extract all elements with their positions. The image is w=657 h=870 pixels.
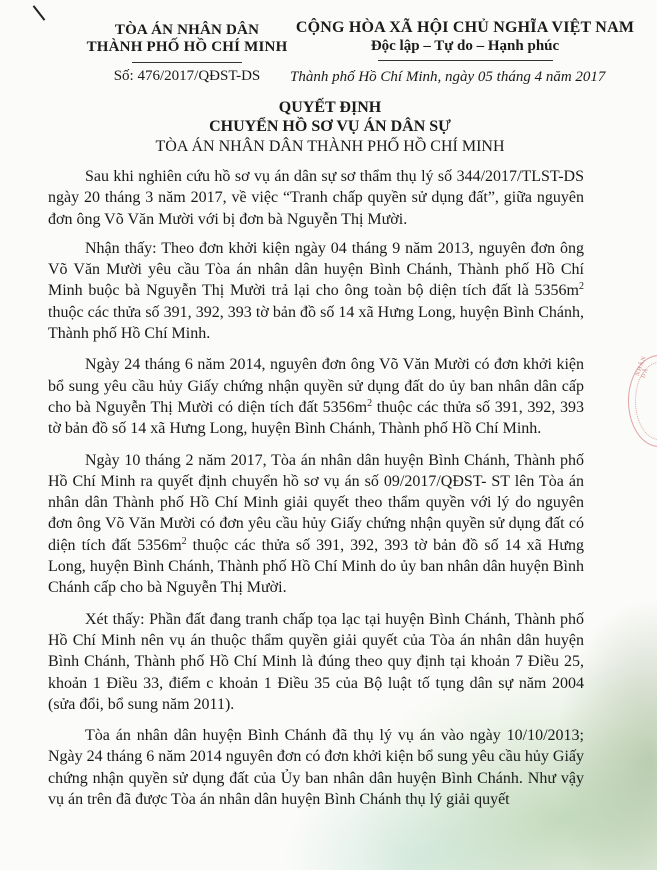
- paragraph-text: thuộc các thửa số 391, 392, 393 tờ bản đồ số 14 xã Hưng Long, huyện Bình Chánh, Thành phố Hồ Chí Minh.: [48, 303, 584, 343]
- paragraph-text: thuộc các thửa số 391, 392, 393 tờ bản đồ số 14 xã Hưng Long, huyện Bình Chánh, Thành phố Hồ Chí Minh do ủy ban nhân dân huyện Bình Chánh cấp cho bà Nguyễn Thị Mười.: [48, 536, 585, 597]
- paragraph-intro: Sau khi nghiên cứu hồ sơ vụ án dân sự sơ thẩm thụ lý số 344/2017/TLST-DS ngày 20 tháng 3 năm 2017, về việc “Tranh chấp quyền sử dụng đất”, giữa nguyên đơn ông Võ Văn Mười với bị đơn bà Nguyễn Thị Mười.: [48, 168, 584, 228]
- paragraph-text: Nhận thấy: Theo đơn khởi kiện ngày 04 tháng 9 năm 2013, nguyên đơn ông Võ Văn Mười yêu cầu Tòa án nhân dân huyện Bình Chánh, Thành phố Hồ Chí Minh buộc bà Nguyễn Thị Mười trả lại cho ông toàn bộ diện tích đất là 5356m: [48, 239, 584, 300]
- issuer-block: [82, 22, 292, 85]
- national-header: [290, 18, 640, 86]
- motto-underline: [378, 60, 553, 61]
- place-date: Thành phố Hồ Chí Minh, ngày 05 tháng 4 năm 2017: [290, 69, 606, 85]
- paragraph-supplement: [48, 354, 584, 439]
- issuer-underline: [132, 62, 242, 63]
- paragraph-conclusion: Tòa án nhân dân huyện Bình Chánh đã thụ lý vụ án vào ngày 10/10/2013; Ngày 24 tháng 6 năm 2014 nguyên đơn có đơn khởi kiện bổ sung yêu cầu hủy Giấy chứng nhận quyền sử dụng đất của Ủy ban nhân dân huyện Bình Chánh. Như vậy vụ án trên đã được Tòa án nhân dân huyện Bình Chánh thụ lý giải quyết: [48, 727, 584, 809]
- document-number: Số: 476/2017/QĐST-DS: [113, 68, 261, 84]
- nation-name: CỘNG HÒA XÃ HỘI CHỦ NGHĨA VIỆT NAM: [295, 19, 635, 36]
- pen-mark: [33, 5, 46, 20]
- national-motto: Độc lập – Tự do – Hạnh phúc: [370, 38, 560, 54]
- document-title: [80, 98, 580, 158]
- paragraph-text: Ngày 24 tháng 6 năm 2014, nguyên đơn ông Võ Văn Mười có đơn khởi kiện bổ sung yêu cầu hủy Giấy chứng nhận quyền sử dụng đất do ủy ban nhân dân cấp cho bà Nguyễn Thị Mười có diện tích đất 5356m: [48, 356, 584, 416]
- paragraph-considering: Xét thấy: Phần đất đang tranh chấp tọa lạc tại huyện Bình Chánh, Thành phố Hồ Chí Minh nên vụ án thuộc thẩm quyền giải quyết của Tòa án nhân dân huyện Bình Chánh, Thành phố Hồ Chí Minh là đúng theo quy định tại khoản 7 Điều 25, khoản 1 Điều 33, điểm c khoản 1 Điều 35 của Bộ luật tố tụng dân sự năm 2004 (sửa đổi, bổ sung năm 2011).: [48, 610, 584, 713]
- superscript: 2: [579, 281, 584, 293]
- paragraph-text: thuộc các thửa số 391, 392, 393 tờ bản đồ số 14 xã Hưng Long, huyện Bình Chánh, Thành phố Hồ Chí Minh.: [48, 398, 585, 438]
- title-line2: CHUYỂN HỒ SƠ VỤ ÁN DÂN SỰ: [209, 118, 451, 135]
- paragraph-findings: [48, 238, 584, 344]
- title-line3: TÒA ÁN NHÂN DÂN THÀNH PHỐ HỒ CHÍ MINH: [155, 138, 505, 155]
- superscript: 2: [181, 535, 187, 547]
- title-line1: QUYẾT ĐỊNH: [278, 99, 382, 116]
- issuer-name-line2: THÀNH PHỐ HỒ CHÍ MINH: [86, 39, 288, 55]
- paragraph-transfer: [48, 450, 584, 599]
- document-body: [48, 166, 584, 820]
- issuer-name-line1: TÒA ÁN NHÂN DÂN: [114, 22, 260, 38]
- court-seal-text: NHÂN DÂ: [635, 354, 650, 380]
- superscript: 2: [367, 397, 373, 409]
- paragraph-text: Ngày 10 tháng 2 năm 2017, Tòa án nhân dân huyện Bình Chánh, Thành phố Hồ Chí Minh ra quyết định chuyển hồ sơ vụ án số 09/2017/QĐST- ST lên Tòa án nhân dân Thành phố Hồ Chí Minh giải quyết theo thẩm quyền với lý do nguyên đơn ông Võ Văn Mười có đơn yêu cầu hủy Giấy chứng nhận quyền sử dụng đất có diện tích đất 5356m: [48, 451, 584, 554]
